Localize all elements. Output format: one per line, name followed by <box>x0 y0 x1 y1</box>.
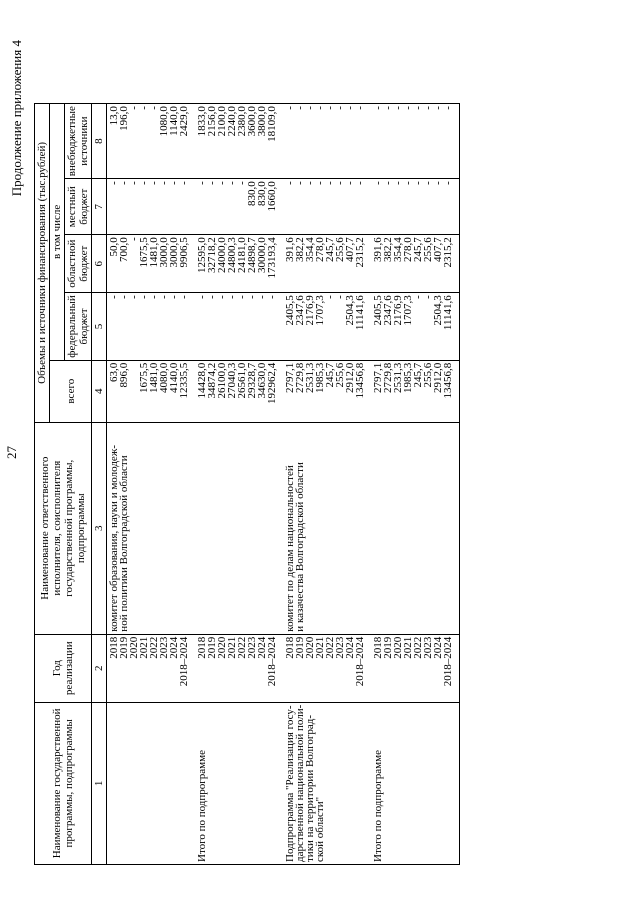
extra-value: - <box>422 106 434 110</box>
local-value: - <box>196 181 208 185</box>
regional-value: 382,2 <box>294 237 306 262</box>
regional-value: 354,4 <box>392 237 404 262</box>
extra-value: - <box>372 106 384 110</box>
year-value: 2024 <box>168 636 180 659</box>
column-number: 6 <box>92 235 107 293</box>
extra-value: - <box>334 106 346 110</box>
year-value: 2022 <box>412 636 424 659</box>
cell-years <box>283 634 371 702</box>
local-value: - <box>334 181 346 185</box>
column-numbers-row <box>92 104 107 865</box>
total-value: 1985,3 <box>314 362 326 393</box>
federal-value: - <box>226 295 238 299</box>
extra-value: - <box>392 106 404 110</box>
federal-value: - <box>266 295 278 299</box>
year-value: 2024 <box>432 636 444 659</box>
year-value: 2019 <box>294 636 306 659</box>
extra-value: 3600,0 <box>246 106 258 137</box>
table-row <box>107 104 196 865</box>
regional-value: 278,0 <box>402 237 414 262</box>
year-value: 2023 <box>246 636 258 659</box>
federal-value: 2405,5 <box>372 295 384 326</box>
year-value: 2022 <box>148 636 160 659</box>
federal-value: - <box>168 295 180 299</box>
total-value: 12335,5 <box>178 362 190 399</box>
extra-value: - <box>314 106 326 110</box>
total-value: 2797,1 <box>372 362 384 393</box>
year-value: 2021 <box>314 636 326 659</box>
cell-name <box>371 702 460 864</box>
year-value: 2021 <box>138 636 150 659</box>
local-value: - <box>432 181 444 185</box>
column-number: 3 <box>92 422 107 634</box>
total-value: 896,0 <box>118 362 130 388</box>
local-value: - <box>314 181 326 185</box>
header-local: местный бюджет <box>65 179 92 235</box>
header-federal: федеральный бюджет <box>65 293 92 361</box>
extra-value: 2100,0 <box>216 106 228 137</box>
federal-value: - <box>216 295 228 299</box>
total-value: 13456,8 <box>354 362 366 399</box>
program-name-line: Итого по подпрограмме <box>372 750 384 862</box>
executor-line: комитет по делам национальностей <box>284 465 296 632</box>
year-value: 2019 <box>206 636 218 659</box>
regional-value: 30000,0 <box>256 237 268 273</box>
total-value: 2729,8 <box>294 362 306 393</box>
total-value: 2531,3 <box>304 362 316 393</box>
total-value: 1985,3 <box>402 362 414 393</box>
federal-value: - <box>108 295 120 299</box>
total-value: 1481,0 <box>148 362 160 393</box>
regional-value: 3000,0 <box>158 237 170 268</box>
header-total: всего <box>50 360 92 422</box>
year-value: 2018 <box>284 636 296 659</box>
extra-value: - <box>148 106 160 110</box>
regional-value: 50,0 <box>108 237 120 257</box>
federal-value: - <box>324 295 336 299</box>
year-value: 2018–2024 <box>354 636 366 687</box>
local-value: - <box>284 181 296 185</box>
regional-value: 255,6 <box>422 237 434 262</box>
local-value: - <box>108 181 120 185</box>
extra-value: - <box>128 106 140 110</box>
program-name-line: ской области" <box>314 796 326 862</box>
cell-local <box>371 179 460 235</box>
federal-value: - <box>128 295 140 299</box>
header-volumes: Объемы и источники финансирования (тыс.рублей) <box>35 104 50 423</box>
continuation-label: Продолжение приложения 4 <box>9 40 24 197</box>
federal-value: 2347,6 <box>294 295 306 326</box>
page-number: 27 <box>4 446 19 459</box>
local-value: - <box>354 181 366 185</box>
cell-extra <box>107 104 196 179</box>
federal-value: - <box>158 295 170 299</box>
year-value: 2023 <box>158 636 170 659</box>
extra-value: 1140,0 <box>168 106 180 136</box>
column-number: 1 <box>92 702 107 864</box>
total-value: 4140,0 <box>168 362 180 393</box>
federal-value: - <box>422 295 434 299</box>
extra-value: - <box>402 106 414 110</box>
local-value: - <box>118 181 130 185</box>
cell-executor <box>195 422 283 634</box>
regional-value: 245,7 <box>324 237 336 262</box>
column-number: 7 <box>92 179 107 235</box>
table-body <box>107 104 460 865</box>
total-value: 2729,8 <box>382 362 394 393</box>
regional-value: 1481,0 <box>148 237 160 268</box>
regional-value: 2315,2 <box>442 237 454 268</box>
cell-years <box>371 634 460 702</box>
local-value: 830,0 <box>246 181 258 206</box>
regional-value: 391,6 <box>372 237 384 262</box>
regional-value: 24800,3 <box>226 237 238 273</box>
cell-name <box>283 702 371 864</box>
local-value: - <box>304 181 316 185</box>
year-value: 2020 <box>304 636 316 659</box>
extra-value: 13,0 <box>108 106 120 126</box>
federal-value: - <box>118 295 130 299</box>
local-value: - <box>178 181 190 185</box>
cell-extra <box>195 104 283 179</box>
extra-value: 196,0 <box>118 106 130 131</box>
extra-value: 2156,0 <box>206 106 218 137</box>
regional-value: 245,7 <box>412 237 424 262</box>
federal-value: - <box>206 295 218 299</box>
regional-value: 1675,5 <box>138 237 150 268</box>
total-value: 2531,3 <box>392 362 404 393</box>
year-value: 2020 <box>392 636 404 659</box>
cell-total <box>195 360 283 422</box>
regional-value: 391,6 <box>284 237 296 262</box>
cell-regional <box>371 235 460 293</box>
extra-value: - <box>284 106 296 110</box>
extra-value: 1080,0 <box>158 106 170 137</box>
header-including: в том числе <box>50 104 65 361</box>
local-value: - <box>148 181 160 185</box>
extra-value: 3800,0 <box>256 106 268 137</box>
cell-local <box>283 179 371 235</box>
local-value: - <box>206 181 218 185</box>
regional-value: 32718,2 <box>206 237 218 273</box>
cell-regional <box>195 235 283 293</box>
extra-value: - <box>344 106 356 110</box>
federal-value: - <box>196 295 208 299</box>
extra-value: - <box>382 106 394 110</box>
year-value: 2024 <box>256 636 268 659</box>
federal-value: - <box>412 295 424 299</box>
executor-line: ной политики Волгоградской области <box>118 455 130 632</box>
cell-extra <box>283 104 371 179</box>
executor-line: комитет образования, науки и молодеж- <box>108 444 120 632</box>
extra-value: 18109,0 <box>266 106 278 142</box>
extra-value: - <box>304 106 316 110</box>
federal-value: 2405,5 <box>284 295 296 326</box>
total-value: 255,6 <box>422 362 434 388</box>
regional-value: 24181,0 <box>236 237 248 273</box>
total-value: 2912,0 <box>432 362 444 393</box>
local-value: - <box>236 181 248 185</box>
total-value: 26561,0 <box>236 362 248 399</box>
local-value: - <box>138 181 150 185</box>
extra-value: 2429,0 <box>178 106 190 137</box>
year-value: 2018 <box>108 636 120 659</box>
federal-value: 11141,6 <box>442 295 454 331</box>
regional-value: 12595,0 <box>196 237 208 273</box>
cell-executor <box>371 422 460 634</box>
regional-value: 407,7 <box>344 237 356 262</box>
federal-value: 11141,6 <box>354 295 366 331</box>
year-value: 2018–2024 <box>266 636 278 687</box>
total-value: 2797,1 <box>284 362 296 393</box>
federal-value: - <box>236 295 248 299</box>
cell-total <box>283 360 371 422</box>
local-value: - <box>128 181 140 185</box>
cell-local <box>195 179 283 235</box>
total-value: 29328,7 <box>246 362 258 399</box>
federal-value: 2347,6 <box>382 295 394 326</box>
total-value: 63,0 <box>108 362 120 382</box>
cell-federal <box>107 293 196 361</box>
financing-table <box>34 103 460 865</box>
local-value: - <box>382 181 394 185</box>
year-value: 2023 <box>422 636 434 659</box>
federal-value: 1707,3 <box>402 295 414 326</box>
executor-line: и казачества Волгоградской области <box>294 462 306 632</box>
total-value: 245,7 <box>412 362 424 388</box>
local-value: - <box>168 181 180 185</box>
year-value: 2019 <box>382 636 394 659</box>
local-value: - <box>442 181 454 185</box>
cell-name <box>195 702 283 864</box>
header-program-name: Наименование государственной программы, подпрограммы <box>35 702 92 864</box>
header-year: Год реализации <box>35 634 92 702</box>
regional-value: 700,0 <box>118 237 130 262</box>
column-number: 5 <box>92 293 107 361</box>
year-value: 2018 <box>372 636 384 659</box>
header-regional: областной бюджет <box>65 235 92 293</box>
year-value: 2019 <box>118 636 130 659</box>
cell-executor <box>107 422 196 634</box>
extra-value: - <box>138 106 150 110</box>
local-value: - <box>226 181 238 185</box>
cell-years <box>195 634 283 702</box>
regional-value: 24898,7 <box>246 237 258 273</box>
federal-value: - <box>246 295 258 299</box>
federal-value: - <box>256 295 268 299</box>
local-value: - <box>372 181 384 185</box>
year-value: 2020 <box>216 636 228 659</box>
total-value: 34630,0 <box>256 362 268 399</box>
local-value: 830,0 <box>256 181 268 206</box>
total-value: 2912,0 <box>344 362 356 393</box>
federal-value: 1707,3 <box>314 295 326 326</box>
regional-value: 255,6 <box>334 237 346 262</box>
year-value: 2018 <box>196 636 208 659</box>
year-value: 2022 <box>324 636 336 659</box>
column-number: 4 <box>92 360 107 422</box>
total-value: 1675,5 <box>138 362 150 393</box>
year-value: 2024 <box>344 636 356 659</box>
cell-federal <box>371 293 460 361</box>
local-value: - <box>402 181 414 185</box>
year-value: 2023 <box>334 636 346 659</box>
local-value: - <box>294 181 306 185</box>
year-value: 2018–2024 <box>178 636 190 687</box>
column-number: 8 <box>92 104 107 179</box>
regional-value: 24000,0 <box>216 237 228 273</box>
extra-value: - <box>324 106 336 110</box>
total-value: 192962,4 <box>266 362 278 404</box>
table-row <box>283 104 371 865</box>
year-value: 2020 <box>128 636 140 659</box>
total-value: 27040,3 <box>226 362 238 399</box>
extra-value: 2380,0 <box>236 106 248 137</box>
total-value: 14428,0 <box>196 362 208 399</box>
table-row <box>195 104 283 865</box>
regional-value: 9906,5 <box>178 237 190 268</box>
cell-regional <box>107 235 196 293</box>
local-value: - <box>158 181 170 185</box>
cell-local <box>107 179 196 235</box>
extra-value: - <box>412 106 424 110</box>
regional-value: - <box>128 237 140 241</box>
total-value: 4080,0 <box>158 362 170 393</box>
year-value: 2021 <box>226 636 238 659</box>
year-value: 2022 <box>236 636 248 659</box>
program-name-line: Итого по подпрограмме <box>196 750 208 862</box>
local-value: - <box>216 181 228 185</box>
extra-value: 1833,0 <box>196 106 208 137</box>
total-value: 13456,8 <box>442 362 454 399</box>
federal-value: 2504,3 <box>432 295 444 326</box>
total-value: 245,7 <box>324 362 336 388</box>
header-extra: внебюджетные источники <box>65 104 92 179</box>
regional-value: 278,0 <box>314 237 326 262</box>
regional-value: 2315,2 <box>354 237 366 268</box>
extra-value: - <box>442 106 454 110</box>
federal-value: 2504,3 <box>344 295 356 326</box>
federal-value: - <box>178 295 190 299</box>
local-value: - <box>412 181 424 185</box>
total-value: 34874,2 <box>206 362 218 399</box>
total-value: 26100,0 <box>216 362 228 399</box>
regional-value: 382,2 <box>382 237 394 262</box>
year-value: 2021 <box>402 636 414 659</box>
federal-value: 2176,9 <box>304 295 316 326</box>
cell-federal <box>283 293 371 361</box>
regional-value: 407,7 <box>432 237 444 262</box>
extra-value: - <box>354 106 366 110</box>
local-value: - <box>422 181 434 185</box>
program-name-line: дарственной национальной поли- <box>294 704 306 862</box>
total-value: 255,6 <box>334 362 346 388</box>
cell-executor <box>283 422 371 634</box>
regional-value: 173193,4 <box>266 237 278 279</box>
cell-regional <box>283 235 371 293</box>
extra-value: - <box>294 106 306 110</box>
cell-federal <box>195 293 283 361</box>
federal-value: - <box>334 295 346 299</box>
cell-extra <box>371 104 460 179</box>
local-value: 1660,0 <box>266 181 278 212</box>
local-value: - <box>344 181 356 185</box>
program-name-line: Подпрограмма "Реализация госу- <box>284 705 296 862</box>
federal-value: 2176,9 <box>392 295 404 326</box>
cell-name <box>107 702 196 864</box>
cell-years <box>107 634 196 702</box>
column-number: 2 <box>92 634 107 702</box>
program-name-line: тики на территории Волгоград- <box>304 714 316 862</box>
local-value: - <box>324 181 336 185</box>
regional-value: 3000,0 <box>168 237 180 268</box>
cell-total <box>107 360 196 422</box>
federal-value: - <box>138 295 150 299</box>
extra-value: 2240,0 <box>226 106 238 137</box>
local-value: - <box>392 181 404 185</box>
table-row <box>371 104 460 865</box>
year-value: 2018–2024 <box>442 636 454 687</box>
regional-value: 354,4 <box>304 237 316 262</box>
extra-value: - <box>432 106 444 110</box>
federal-value: - <box>148 295 160 299</box>
header-executor: Наименование ответственного исполнителя, соисполнителя государственной программы, подпрограммы <box>35 422 92 634</box>
cell-total <box>371 360 460 422</box>
